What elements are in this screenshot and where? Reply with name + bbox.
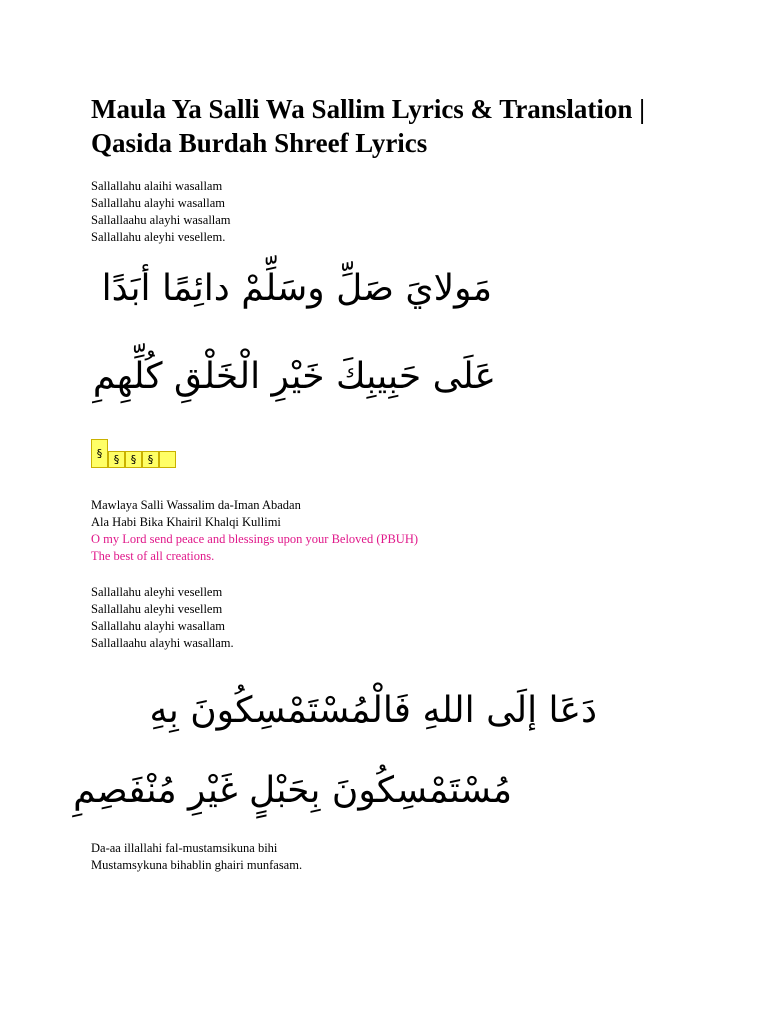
salawat-line: Sallallahu alayhi wasallam — [91, 619, 225, 633]
verse2-translit-line: Da-aa illallahi fal-mustamsikuna bihi — [91, 841, 278, 855]
page-title: Maula Ya Salli Wa Sallim Lyrics & Translation | Qasida Burdah Shreef Lyrics — [91, 94, 646, 158]
intro-line: Sallallahu aleyhi vesellem. — [91, 230, 226, 244]
ornament-icon: § — [108, 451, 125, 468]
salawat-line: Sallallahu aleyhi vesellem — [91, 585, 223, 599]
verse1-translation-line: The best of all creations. — [91, 549, 215, 563]
intro-line: Sallallahu alaihi wasallam — [91, 179, 223, 193]
salawat-line: Sallallahu aleyhi vesellem — [91, 602, 223, 616]
intro-line: Sallallahu alayhi wasallam — [91, 196, 225, 210]
verse2-arabic-line1: دَعَا إلَى اللهِ فَالْمُسْتَمْسِكُونَ بِهِ — [149, 690, 597, 731]
verse2-translit-line: Mustamsykuna bihablin ghairi munfasam. — [91, 858, 303, 872]
ornament-divider — [91, 447, 176, 468]
verse2-arabic-line2: مُسْتَمْسِكُونَ بِحَبْلٍ غَيْرِ مُنْفَصِمِ — [73, 770, 512, 811]
ornament-icon: § — [91, 439, 108, 468]
intro-salawat-list — [91, 178, 231, 246]
verse2-text — [91, 840, 302, 874]
verse1-translation-line: O my Lord send peace and blessings upon your Beloved (PBUH) — [91, 532, 419, 546]
verse1-translit-line: Mawlaya Salli Wassalim da-Iman Abadan — [91, 498, 301, 512]
ornament-icon: § — [125, 451, 142, 468]
salawat-line: Sallallaahu alayhi wasallam. — [91, 636, 234, 650]
verse1-arabic-line1: مَولايَ صَلِّ وسَلِّمْ دائِمًا أبَدًا — [101, 268, 492, 309]
verse1-translit-line: Ala Habi Bika Khairil Khalqi Kullimi — [91, 515, 281, 529]
ornament-icon — [159, 451, 176, 468]
intro-line: Sallallaahu alayhi wasallam — [91, 213, 231, 227]
salawat-list — [91, 584, 234, 652]
verse1-arabic-line2: عَلَى حَبِيبِكَ خَيْرِ الْخَلْقِ كُلِّهِمِ — [92, 356, 496, 397]
verse1-text — [91, 497, 418, 565]
ornament-icon: § — [142, 451, 159, 468]
